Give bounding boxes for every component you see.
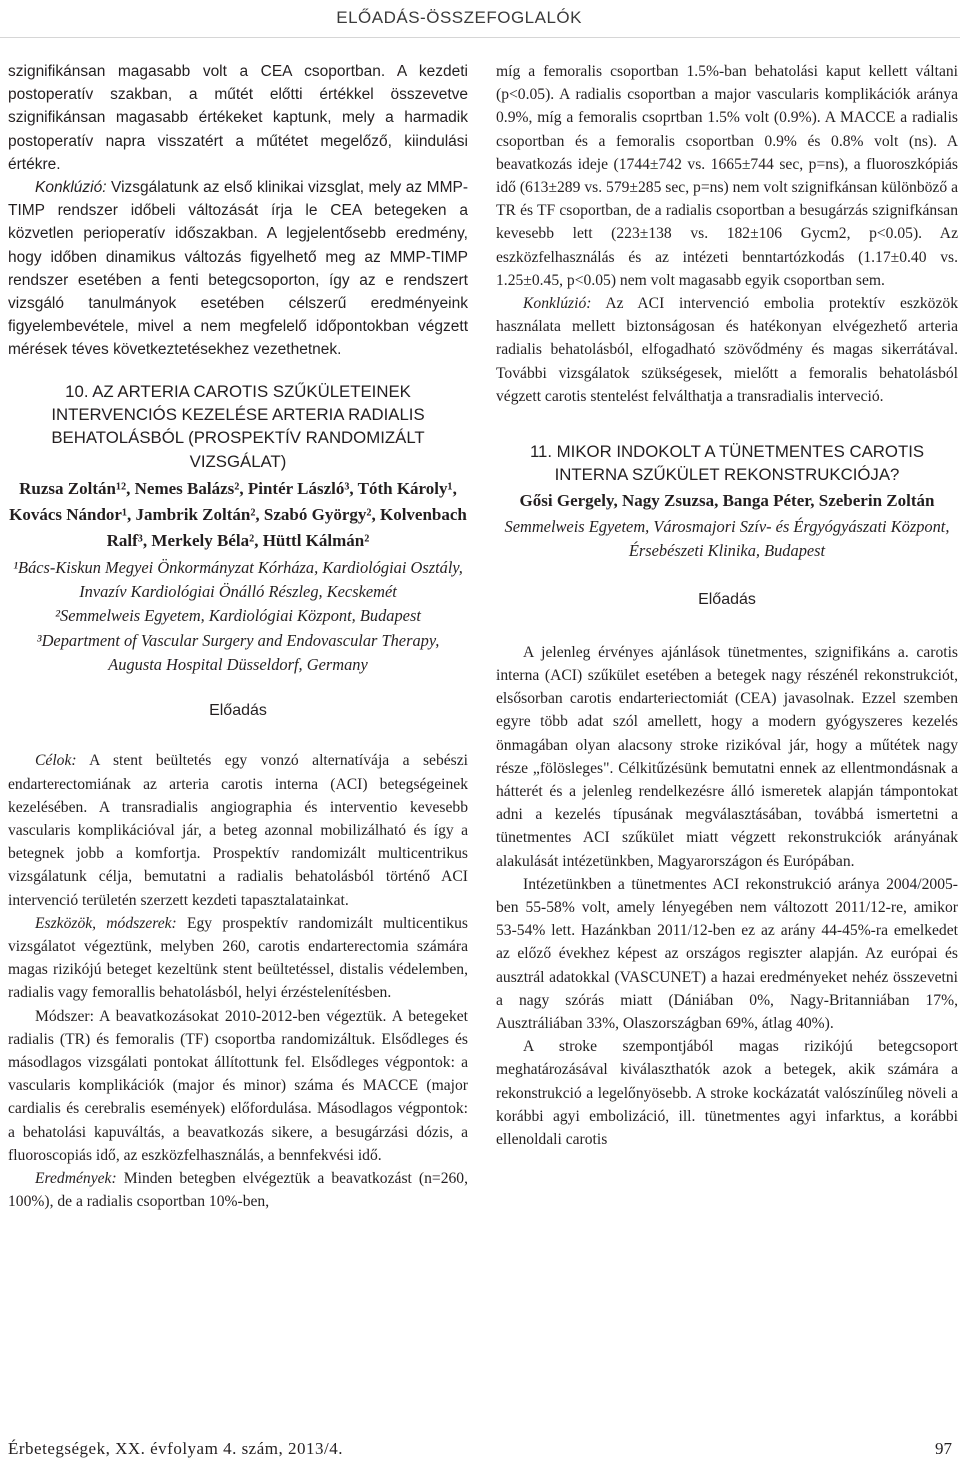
presentation-label: Előadás bbox=[209, 702, 267, 720]
paragraph: A stroke szempontjából magas rizikójú betegcsoport meghatározásával kiválaszthatók azok a betegek, akik számára a rekonstrukció a legelőnyösebb. A stroke kockázatát valószínűleg növeli a korábbi agyi embolizáció, ill. tünetmentes agyi infarktus, a korábbi ellenoldali carotis bbox=[496, 1038, 958, 1148]
affiliation: ³Department of Vascular Surgery and Endovascular Therapy, Augusta Hospital Düsseldorf, Germany bbox=[36, 630, 440, 674]
page-header bbox=[0, 0, 960, 38]
results-paragraph bbox=[8, 1167, 468, 1213]
affiliation: ¹Bács-Kiskun Megyei Önkormányzat Kórháza, Kardiológiai Osztály, Invazív Kardiológiai Önálló Részleg, Kecskemét bbox=[13, 557, 463, 602]
method-paragraph: Módszer: A beavatkozásokat 2010-2012-ben végeztük. A betegeket radialis (TR) és femoralis (TF) csoportba randomizáltuk. Elsődleges és másodlagos vizsgálati pontokat állítottunk fel. Elsődleges végpontok: a vascularis komplikációk (major és minor) száma és MACCE (major cardialis és cerebralis események) előfordulása. Másodlagos végpontok: a behatolási kapuváltás, a beavatkozás sikere, a besugárzási dózis, a fluoroscopiás idő, az eszközfelhasználás, a bennfekvési idő. bbox=[8, 1007, 468, 1164]
affiliation: ²Semmelweis Egyetem, Kardiológiai Központ, Budapest bbox=[55, 606, 421, 626]
paragraph-text: Az ACI intervenció embolia protektív eszközök használata mellett biztonságosan és hatékonyan elvégezhető arteria radialis behatolásból, elfogadható szövődmény és magas sikerrátával. További vizsgálatok szükségesek, mielőtt a femoralis behatolásból végzett carotis stentelést felválthatja a transradialis interveció. bbox=[496, 295, 958, 405]
running-title: ELŐADÁS-ÖSSZEFOGLALÓK bbox=[336, 8, 582, 27]
paragraph-text: Minden betegben elvégeztük a beavatkozást (n=260, 100%), de a radialis csoportban 10%-ben, bbox=[8, 1170, 468, 1211]
abstract-heading: 11. MIKOR INDOKOLT A TÜNETMENTES CAROTIS INTERNA SZŰKÜLET REKONSTRUKCIÓJA? bbox=[529, 442, 925, 485]
paragraph: Intézetünkben a tünetmentes ACI rekonstrukció aránya 2004/2005-ben 55-58% volt, amely lényegében nem változott 2011/12-re, amikor 53-54% lett. Hazánkban 2011/12-ben ez az arány 44-45%-ra emelkedet az előző évekhez képest az országos regiszter alapján. Az európai és ausztrál adatokkal (VASCUNET) a hazai eredményeket nehéz összevetni a nagy szórás miatt (Dániában 0%, Nagy-Britanniában 17%, Ausztráliában 33%, Olaszországban 69%, átlag 40%). bbox=[496, 875, 958, 1032]
paragraph: szignifikánsan magasabb volt a CEA csoportban. A kezdeti postoperatív szakban, a műtét előtti értékkel összevetve szignifikánsan magasabb értékeket kaptunk, mely a harmadik postoperatív napra visszatért a műtétet megelőző, kiindulási értékre. bbox=[8, 63, 468, 173]
left-column bbox=[8, 60, 468, 1213]
lead-label: Eszközök, módszerek: bbox=[35, 914, 177, 932]
page-number: 97 bbox=[935, 1439, 952, 1458]
conclusion-paragraph bbox=[8, 176, 468, 362]
lead-label: Konklúzió: bbox=[35, 179, 107, 197]
affiliation: Semmelweis Egyetem, Városmajori Szív- és Érgyógyászati Központ, Érsebészeti Klinika, Budapest bbox=[504, 516, 950, 561]
paragraph: A jelenleg érvényes ajánlások tünetmentes, szignifikáns a. carotis interna (ACI) szűkület esetében a betegek nagy részénél rekonstrukciót, elsősorban carotis endarteriectomiát (CEA) javasolnak. Ezzel szemben egyre több adat szól amellett, hogy a modern gyógyszeres kezelés önmagában olyan alacsony stroke rizikóval jár, hogy a műtétek nagy része „fölösleges". Célkitűzésünk bemutatni ennek az ellentmondásnak a hátterét és a jelenleg rendelkezésre álló ismeretek alapján támpontokat adni a kezelés típusának megválasztásában, továbbá ismertetni a tünetmentes ACI szűkület miatt végzett rekonstrukciók arányának alakulását intézetünkben, Magyarországon és Európában. bbox=[496, 643, 958, 870]
journal-citation: Érbetegségek, XX. évfolyam 4. szám, 2013/4. bbox=[8, 1439, 343, 1458]
methods-paragraph bbox=[8, 912, 468, 1005]
presentation-label: Előadás bbox=[698, 590, 756, 608]
lead-label: Eredmények: bbox=[35, 1170, 117, 1188]
paragraph-text: Egy prospektív randomizált multicentikus vizsgálatot végeztünk, melyben 260, carotis endarterectomia számára magas rizikójú beteget kezeltünk stent beültetéssel, distalis védelemben, radialis vagy femorallis behatolásból, helyi érzéstelenítésben. bbox=[8, 914, 468, 1002]
author-list: Ruzsa Zoltán¹², Nemes Balázs², Pintér László³, Tóth Károly¹, Kovács Nándor¹, Jambrik Zoltán², Szabó György², Kolvenbach Ralf³, Merkely Béla², Hüttl Kálmán² bbox=[9, 478, 467, 551]
abstract-heading: 10. AZ ARTERIA CAROTIS SZŰKÜLETEINEK INTERVENCIÓS KEZELÉSE ARTERIA RADIALIS BEHATOLÁSBÓL (PROSPEKTÍV RANDOMIZÁLT VIZSGÁLAT) bbox=[51, 381, 425, 471]
paragraph: míg a femoralis csoportban 1.5%-ban behatolási kaput kellett váltani (p<0.05). A radialis csoportban a major vascularis komplikációk aránya 0.9%, míg a femoralis csoprtban 1.5% volt (0.9%). A MACCE a radialis csoportban és a femoralis csoportban 0.9% és 0.8% volt (ns). A beavatkozás ideje (1744±742 vs. 1665±744 sec, p=ns), a fluoroszkópiás idő (613±289 vs. 579±285 sec, p=ns) nem volt szignifkánsan különböző a TR és TF csoportban, de a radialis csoportban a besugárzás szignifkánsan kevesebb lett (223±138 vs. 182±106 Gycm2, p<0.05). Az eszközfelhasználás és az intézeti benntartózkodás (1.17±0.40 vs. 1.25±0.45, p<0.05) nem volt magasabb egyik csoportban sem. bbox=[496, 63, 958, 289]
lead-label: Konklúzió: bbox=[523, 295, 592, 313]
conclusion-paragraph bbox=[496, 292, 958, 408]
lead-label: Célok: bbox=[35, 752, 77, 770]
paragraph-text: Vizsgálatunk az első klinikai vizsglat, mely az MMP-TIMP rendszer időbeli változását írja le CEA betegeken a közvetlen perioperatív időszakban. A legjelentősebb eredmény, hogy időben dinamikus változás figyelhető meg az MMP-TIMP rendszer esetében a fenti betegcsoporton, így az e rendszert vizsgáló tanulmányok esetében célszerű eredményeink figyelembevétele, mivel a nem megfelelő időpontokban végzett mérések téves következtetésekhez vezethetnek. bbox=[8, 179, 468, 359]
right-column bbox=[496, 60, 958, 1151]
author-list: Gősi Gergely, Nagy Zsuzsa, Banga Péter, Szeberin Zoltán bbox=[519, 490, 935, 510]
paragraph-text: A stent beültetés egy vonzó alternatívája a sebészi endartereсtomiának az arteria carotis interna (ACI) betegségeinek kezelésében. A transradialis angiographia és interventio kevesebb vascularis komplikációval jár, a beteg azonnal mobilizálható és így a betegnek jobb a komfortja. Prospektív randomizált multicentrikus vizsgálatunk célja, bemutatni a radialis behatolásból történő ACI intervenció területén szerzett kezdeti tapasztalatainkat. bbox=[8, 752, 468, 909]
aims-paragraph bbox=[8, 749, 468, 911]
